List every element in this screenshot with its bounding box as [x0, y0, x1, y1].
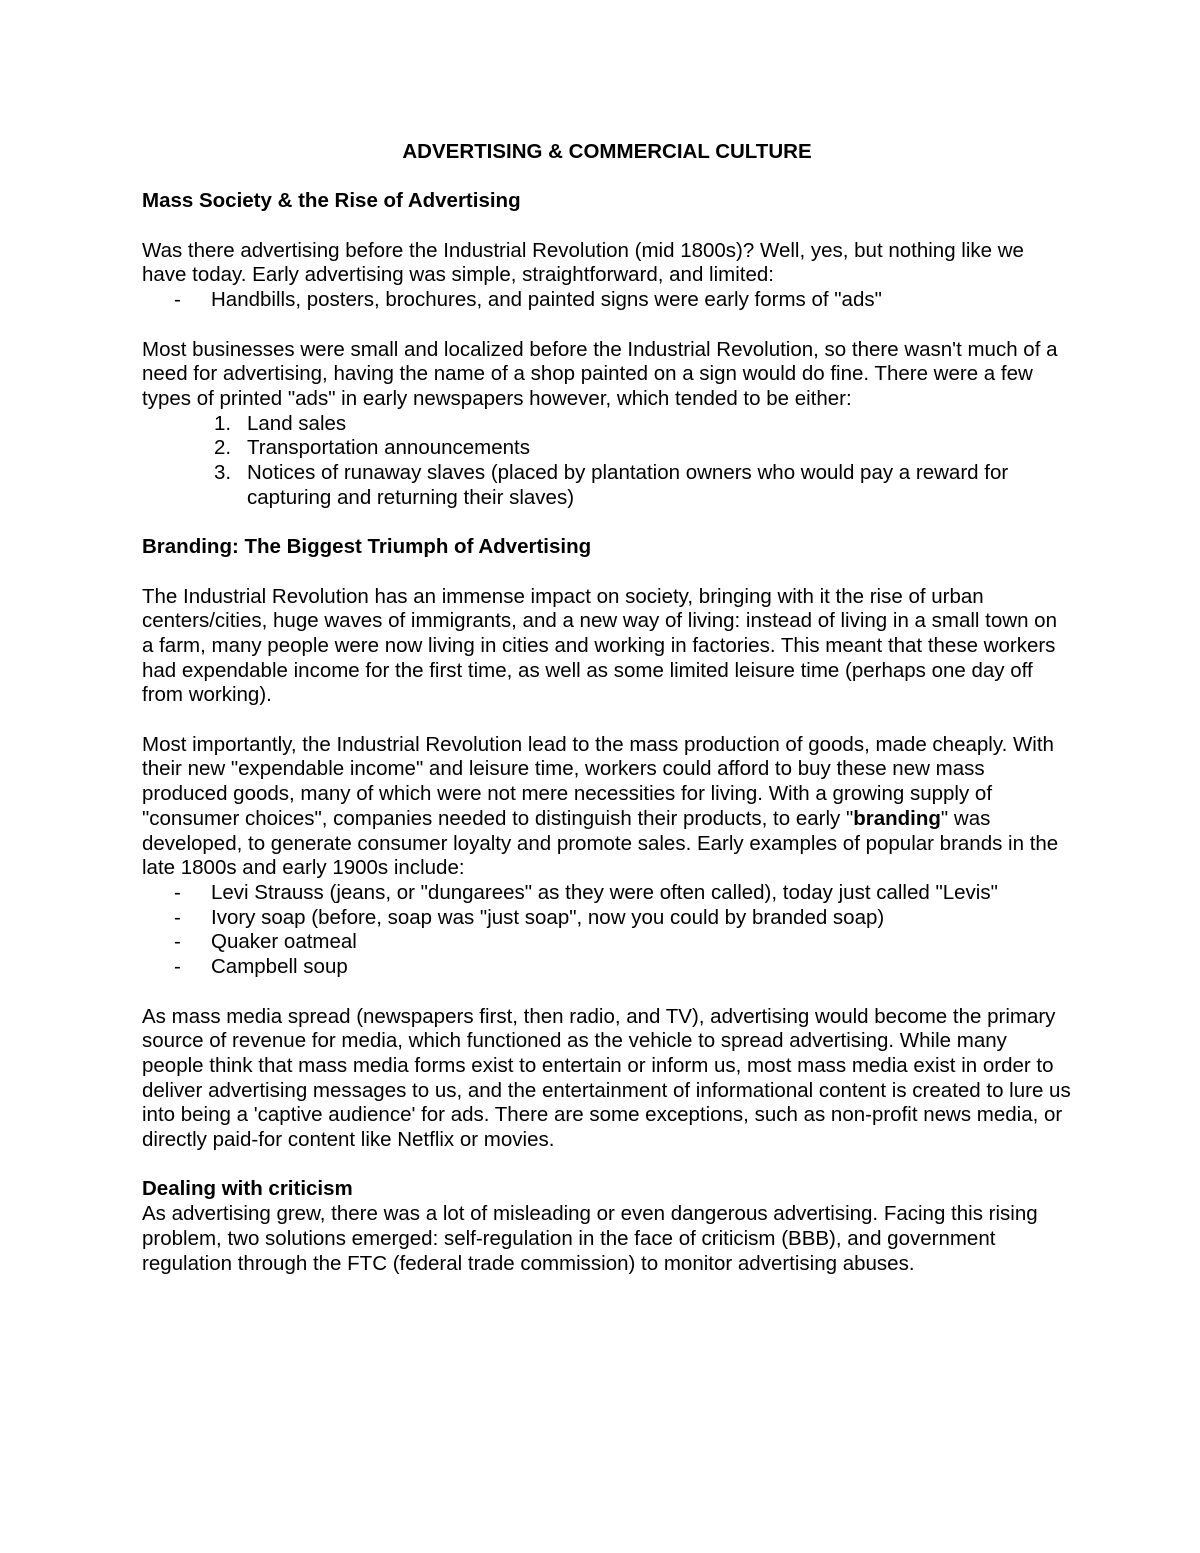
paragraph: Was there advertising before the Industrial Revolution (mid 1800s)? Well, yes, but nothing like we have today. Early advertising was simple, straightforward, and limited: — [142, 238, 1024, 287]
list-item — [142, 436, 1072, 461]
list-item — [142, 881, 1072, 906]
dash-marker: - — [174, 955, 181, 979]
list-item-text: Ivory soap (before, soap was "just soap", now you could by branded soap) — [211, 905, 885, 929]
list-item — [142, 955, 1072, 980]
paragraph: As advertising grew, there was a lot of misleading or even dangerous advertising. Facing this rising problem, two solutions emerged: self-regulation in the face of criticism (BBB), and government regulation through the FTC (federal trade commission) to monitor advertising abuses. — [142, 1202, 1038, 1275]
list-item-text: Handbills, posters, brochures, and painted signs were early forms of "ads" — [211, 288, 882, 312]
list-item — [142, 930, 1072, 955]
document-title: ADVERTISING & COMMERCIAL CULTURE — [402, 140, 812, 163]
bullet-list — [142, 881, 1072, 980]
list-item-text: Levi Strauss (jeans, or "dungarees" as they were often called), today just called "Levis" — [211, 881, 998, 904]
list-item — [142, 906, 1072, 931]
list-item — [142, 461, 1072, 510]
section-heading: Dealing with criticism — [142, 1177, 353, 1201]
paragraph: As mass media spread (newspapers first, then radio, and TV), advertising would become the primary source of revenue for media, which functioned as the vehicle to spread advertising. While many people think that mass media forms exist to entertain or inform us, most mass media exist in order to deliver advertising messages to us, and the entertainment of informational content is created to lure us into being a 'captive audience' for ads. There are some exceptions, such as non-profit news media, or directly paid-for content like Netflix or movies. — [142, 1004, 1071, 1152]
bullet-list — [142, 288, 1072, 313]
section-heading: Branding: The Biggest Triumph of Advertising — [142, 535, 592, 559]
numbered-list — [142, 412, 1072, 511]
paragraph: Most businesses were small and localized before the Industrial Revolution, so there wasn't much of a need for advertising, having the name of a shop painted on a sign would do fine. There were a few types of printed "ads" in early newspapers however, which tended to be either: — [142, 337, 1058, 410]
list-item-text: Notices of runaway slaves (placed by plantation owners who would pay a reward for capturing and returning their slaves) — [247, 461, 1009, 509]
number-marker: 2. — [214, 436, 232, 460]
number-marker: 3. — [214, 461, 232, 485]
paragraph-text: " was developed, to generate consumer loyalty and promote sales. Early examples of popular brands in the late 1800s and early 1900s include: — [142, 806, 1059, 880]
document-page — [142, 140, 1072, 1276]
list-item-text: Campbell soup — [211, 955, 348, 979]
section-mass-society — [142, 189, 1072, 510]
section-criticism — [142, 1177, 1072, 1276]
dash-marker: - — [174, 930, 181, 954]
section-heading: Mass Society & the Rise of Advertising — [142, 189, 521, 213]
list-item-text: Transportation announcements — [247, 436, 530, 460]
dash-marker: - — [174, 905, 181, 929]
list-item-text: Quaker oatmeal — [211, 930, 357, 954]
section-branding — [142, 535, 1072, 1153]
paragraph-text: Most importantly, the Industrial Revolution lead to the mass production of goods, made cheaply. With their new "expendable income" and leisure time, workers could afford to buy these new mass produced goods, many of which were not mere necessities for living. With a growing supply of "consumer choices", companies needed to distinguish their products, to early " — [142, 732, 1054, 830]
list-item — [142, 288, 1072, 313]
bold-term: branding — [853, 806, 941, 830]
paragraph: The Industrial Revolution has an immense impact on society, bringing with it the rise of urban centers/cities, huge waves of immigrants, and a new way of living: instead of living in a small town on a farm, many people were now living in cities and working in factories. This meant that these workers had expendable income for the first time, as well as some limited leisure time (perhaps one day off from working). — [142, 584, 1057, 707]
dash-marker: - — [174, 881, 181, 904]
paragraph-branding — [142, 733, 1072, 881]
list-item — [142, 412, 1072, 437]
number-marker: 1. — [214, 411, 232, 435]
list-item-text: Land sales — [247, 411, 347, 435]
dash-marker: - — [174, 288, 181, 312]
